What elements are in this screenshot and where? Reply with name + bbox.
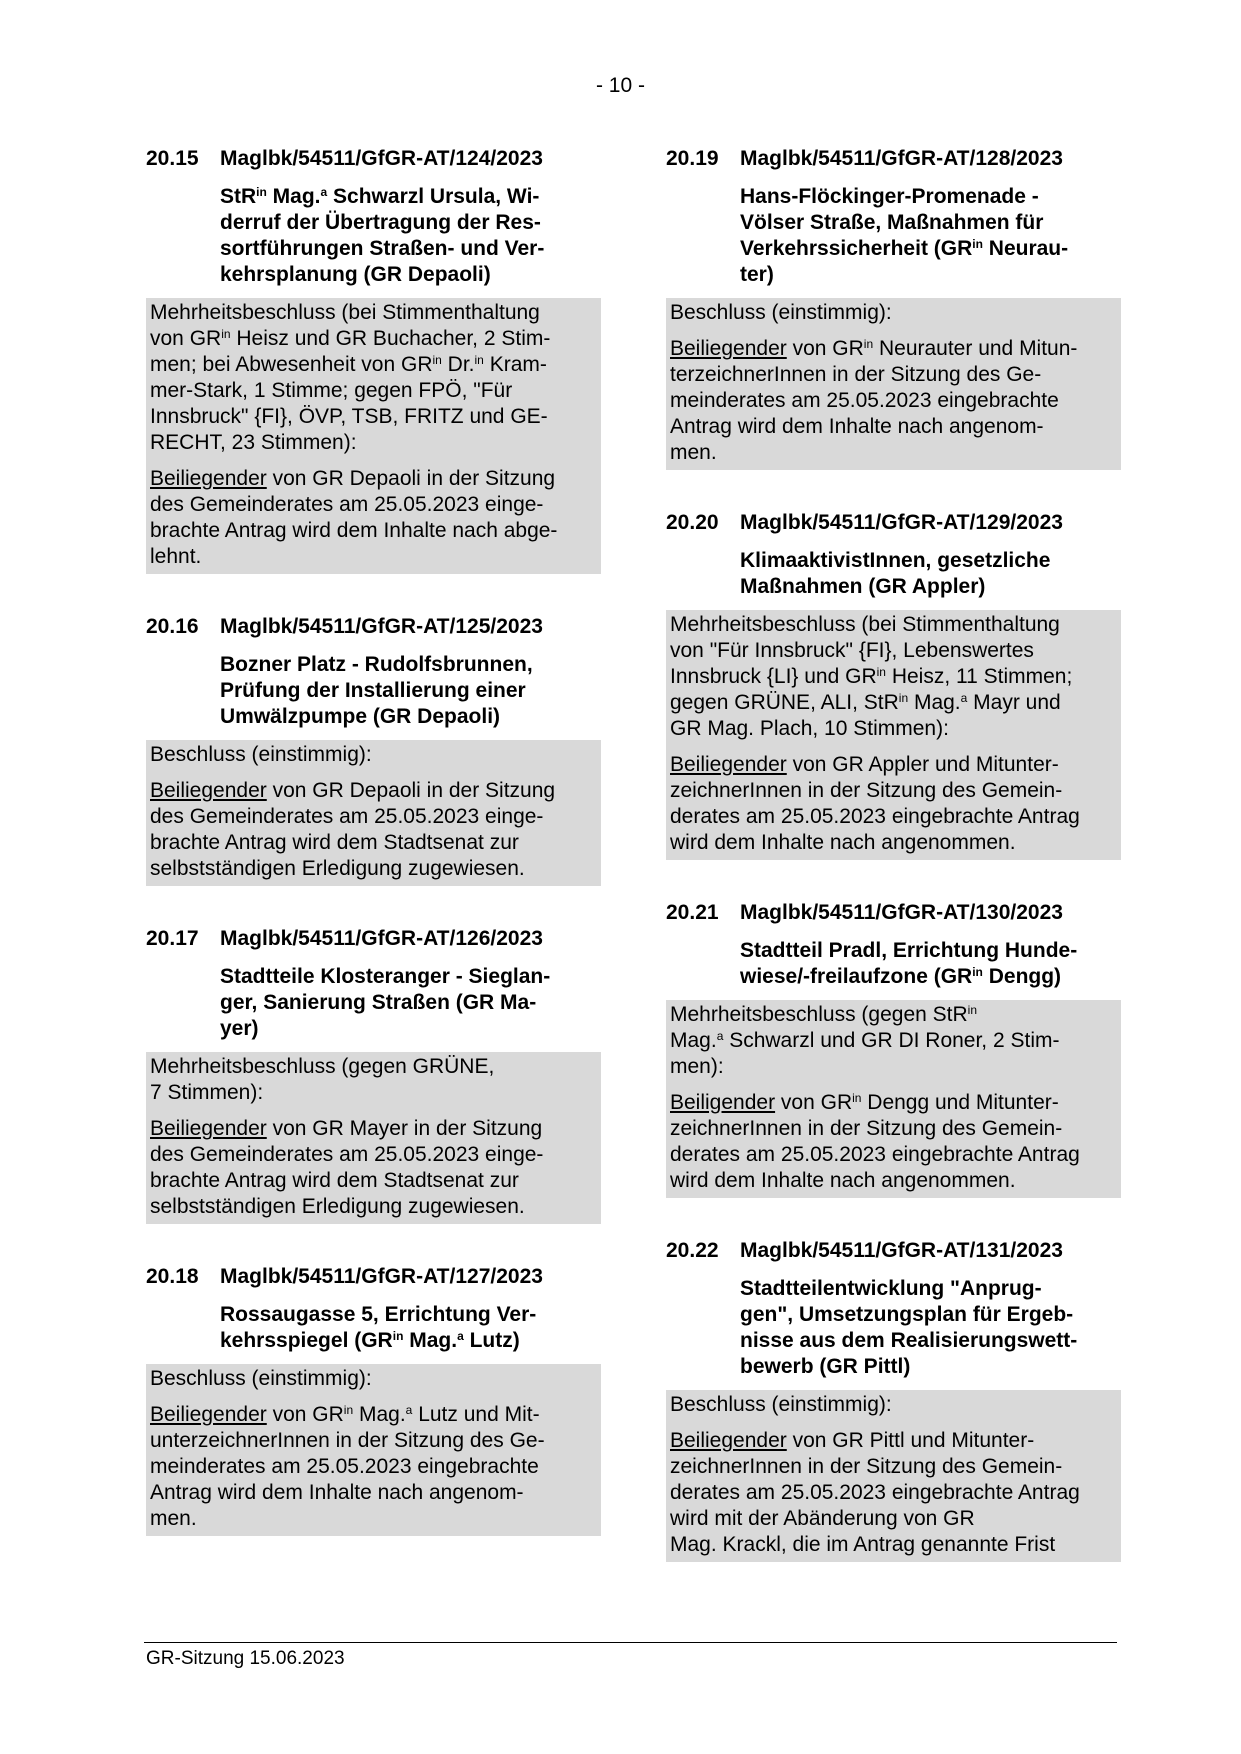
item-title: Stadtteile Klosteranger - Sieglan- ger, Sanierung Straßen (GR Ma- yer): [220, 965, 551, 1040]
item-reference: Maglbk/54511/GfGR-AT/127/2023: [220, 1265, 543, 1288]
decision-text: Mehrheitsbeschluss (bei Stimmenthaltung von $GR^{in}$ Heisz und GR Buchacher, 2 Stim- men; bei Abwesenheit von $GR^{in}$ Dr.$^{in}$ Kram- mer-Stark, 1 Stimme; gegen FPÖ, "Für Innsbruck" {FI}, ÖVP, TSB, FRITZ und GE- RECHT, 23 Stimmen):: [150, 301, 551, 454]
footer-text: GR-Sitzung 15.06.2023: [146, 1648, 345, 1669]
agenda-item-20-17: [146, 926, 601, 1224]
item-number: 20.17: [146, 927, 199, 950]
item-title: Hans-Flöckinger-Promenade - Völser Straße, Maßnahmen für Verkehrssicherheit ($GR^{in}$ Neurau- ter): [740, 185, 1069, 286]
decision-box: [146, 1364, 601, 1536]
item-title: Stadtteil Pradl, Errichtung Hunde- wiese/-freilaufzone ($GR^{in}$ Dengg): [740, 939, 1078, 988]
item-title: Rossaugasse 5, Errichtung Ver- kehrsspiegel ($GR^{in}$ Mag.$^a$ Lutz): [220, 1303, 537, 1352]
footer-divider: [144, 1642, 1117, 1643]
item-number: 20.21: [666, 901, 719, 924]
resolution-text: Beiliegender von $GR^{in}$ Mag.$^a$ Lutz und Mit- unterzeichnerInnen in der Sitzung des Ge- meinderates am 25.05.2023 eingebrachte Antrag wird dem Inhalte nach angenom- men.: [150, 1403, 545, 1530]
item-reference: Maglbk/54511/GfGR-AT/131/2023: [740, 1239, 1063, 1262]
resolution-text: Beiliegender von GR Depaoli in der Sitzung des Gemeinderates am 25.05.2023 einge- brachte Antrag wird dem Inhalte nach abge- lehnt.: [150, 467, 558, 568]
item-header: [146, 146, 601, 172]
agenda-item-20-21: [666, 900, 1121, 1198]
right-column: [666, 146, 1121, 1602]
item-title: Bozner Platz - Rudolfsbrunnen, Prüfung der Installierung einer Umwälzpumpe (GR Depaoli): [220, 653, 533, 728]
item-reference: Maglbk/54511/GfGR-AT/126/2023: [220, 927, 543, 950]
item-reference: Maglbk/54511/GfGR-AT/124/2023: [220, 147, 543, 170]
agenda-item-20-15: [146, 146, 601, 574]
decision-text: Mehrheitsbeschluss (gegen GRÜNE, 7 Stimmen):: [150, 1055, 495, 1104]
item-reference: Maglbk/54511/GfGR-AT/129/2023: [740, 511, 1063, 534]
agenda-item-20-20: [666, 510, 1121, 860]
agenda-item-20-19: [666, 146, 1121, 470]
decision-box: [666, 1390, 1121, 1562]
item-header: [146, 614, 601, 640]
decision-text: Beschluss (einstimmig):: [150, 743, 372, 766]
decision-box: [666, 610, 1121, 860]
item-number: 20.18: [146, 1265, 199, 1288]
item-header: [146, 1264, 601, 1290]
item-number: 20.16: [146, 615, 199, 638]
agenda-item-20-18: [146, 1264, 601, 1536]
item-header: [146, 926, 601, 952]
resolution-text: Beiliegender von $GR^{in}$ Neurauter und Mitun- terzeichnerInnen in der Sitzung des Ge- meinderates am 25.05.2023 eingebrachte Antrag wird dem Inhalte nach angenom- men.: [670, 337, 1078, 464]
resolution-text: Beiliegender von GR Depaoli in der Sitzung des Gemeinderates am 25.05.2023 einge- brachte Antrag wird dem Stadtsenat zur selbstständigen Erledigung zugewiesen.: [150, 779, 556, 880]
resolution-text: Beiliegender von GR Mayer in der Sitzung des Gemeinderates am 25.05.2023 einge- brachte Antrag wird dem Stadtsenat zur selbstständigen Erledigung zugewiesen.: [150, 1117, 544, 1218]
resolution-text: Beiliegender von GR Pittl und Mitunter- zeichnerInnen in der Sitzung des Gemein- derates am 25.05.2023 eingebrachte Antrag wird mit der Abänderung von GR Mag. Krackl, die im Antrag genannte Frist: [670, 1429, 1080, 1556]
decision-box: [666, 298, 1121, 470]
agenda-item-20-16: [146, 614, 601, 886]
item-number: 20.20: [666, 511, 719, 534]
item-header: [666, 1238, 1121, 1264]
decision-box: [146, 740, 601, 886]
item-title: KlimaaktivistInnen, gesetzliche Maßnahmen (GR Appler): [740, 549, 1051, 598]
item-header: [666, 900, 1121, 926]
item-title: StR$^{in}$ Mag.$^a$ Schwarzl Ursula, Wi- derruf der Übertragung der Res- sortführungen Straßen- und Ver- kehrsplanung (GR Depaoli): [220, 185, 545, 286]
item-header: [666, 146, 1121, 172]
resolution-text: Beiliegender von GR Appler und Mitunter- zeichnerInnen in der Sitzung des Gemein- derates am 25.05.2023 eingebrachte Antrag wird dem Inhalte nach angenommen.: [670, 753, 1080, 854]
item-number: 20.22: [666, 1239, 719, 1262]
item-number: 20.15: [146, 147, 199, 170]
item-reference: Maglbk/54511/GfGR-AT/128/2023: [740, 147, 1063, 170]
decision-text: Beschluss (einstimmig):: [670, 1393, 892, 1416]
item-reference: Maglbk/54511/GfGR-AT/130/2023: [740, 901, 1063, 924]
decision-text: Beschluss (einstimmig):: [150, 1367, 372, 1390]
left-column: [146, 146, 601, 1576]
decision-box: [146, 298, 601, 574]
decision-box: [146, 1052, 601, 1224]
decision-text: Mehrheitsbeschluss (bei Stimmenthaltung von "Für Innsbruck" {FI}, Lebenswertes Innsbruck {LI} und $GR^{in}$ Heisz, 11 Stimmen; gegen GRÜNE, ALI, StR$^{in}$ Mag.$^a$ Mayr und GR Mag. Plach, 10 Stimmen):: [670, 613, 1073, 740]
item-number: 20.19: [666, 147, 719, 170]
decision-text: Beschluss (einstimmig):: [670, 301, 892, 324]
resolution-text: Beiligender von $GR^{in}$ Dengg und Mitunter- zeichnerInnen in der Sitzung des Gemein- derates am 25.05.2023 eingebrachte Antrag wird dem Inhalte nach angenommen.: [670, 1091, 1080, 1192]
item-title: Stadtteilentwicklung "Anprug- gen", Umsetzungsplan für Ergeb- nisse aus dem Realisierungswett- bewerb (GR Pittl): [740, 1277, 1078, 1378]
decision-text: Mehrheitsbeschluss (gegen StR$^{in}$ Mag.$^a$ Schwarzl und GR DI Roner, 2 Stim- men):: [670, 1003, 1060, 1078]
decision-box: [666, 1000, 1121, 1198]
agenda-item-20-22: [666, 1238, 1121, 1562]
page-number: - 10 -: [595, 74, 645, 97]
item-reference: Maglbk/54511/GfGR-AT/125/2023: [220, 615, 543, 638]
item-header: [666, 510, 1121, 536]
